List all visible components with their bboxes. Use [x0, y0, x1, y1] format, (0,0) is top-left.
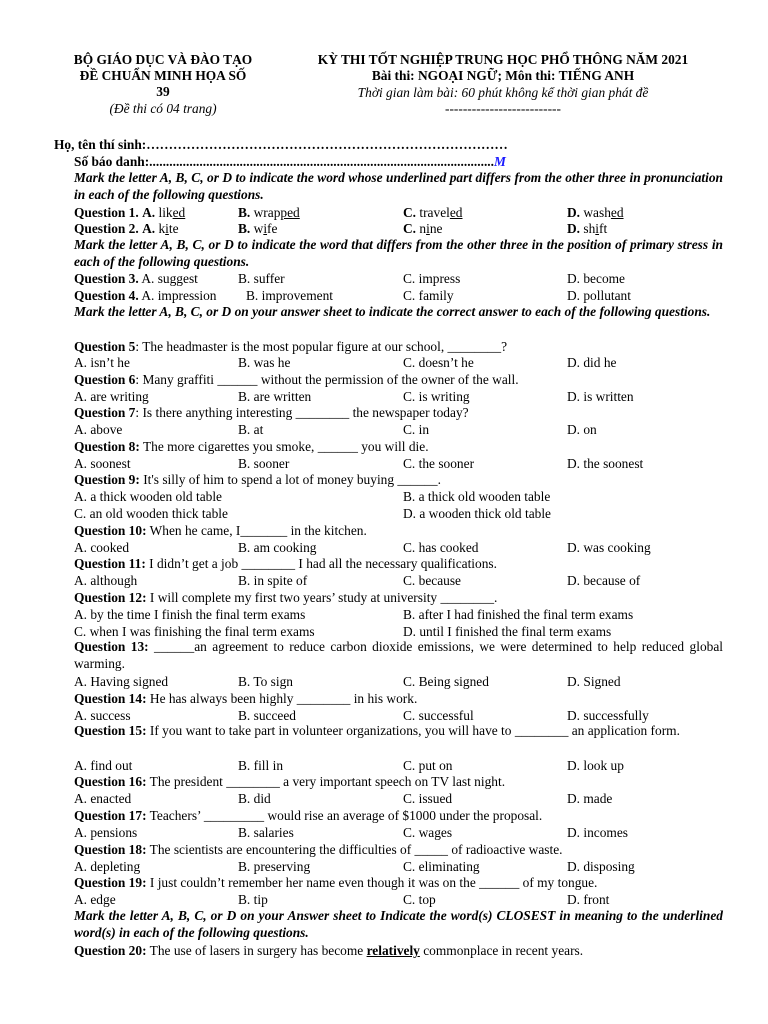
word-part: w	[253, 221, 264, 236]
question-text: The scientists are encountering the difficulties of _____ of radioactive waste.	[146, 842, 563, 857]
question-5-stem	[74, 338, 724, 355]
question-16-stem	[74, 773, 724, 790]
option-d: D. the soonest	[567, 456, 644, 471]
option-d: D. look up	[567, 758, 624, 773]
question-text: : Is there anything interesting ________ the newspaper today?	[135, 405, 469, 420]
option-d: D. did he	[567, 355, 617, 370]
option-c: C. wages	[403, 825, 453, 840]
option-c: C. successful	[403, 708, 474, 723]
mark-letter: M	[493, 154, 506, 169]
option-a: A. by the time I finish the final term exams	[74, 607, 306, 622]
question-6-stem	[74, 371, 724, 388]
header-divider: --------------------------	[445, 101, 561, 116]
question-text: He has always been highly ________ in his work.	[146, 691, 418, 706]
question-label: Question 14:	[74, 691, 147, 706]
question-1	[74, 204, 724, 221]
question-19-stem	[74, 874, 724, 891]
question-7-options	[74, 421, 724, 438]
instruction-closest: Mark the letter A, B, C, or D on your Answer sheet to Indicate the word(s) CLOSEST in meaning to the underlined word(s) in each of the following questions.	[74, 908, 723, 940]
option-b	[238, 204, 300, 221]
option-d: D. successfully	[567, 708, 649, 723]
exam-time: Thời gian làm bài: 60 phút không kể thời gian phát đề	[357, 85, 649, 100]
option-d: D. Signed	[567, 674, 621, 689]
exam-subject: Bài thi: NGOẠI NGỮ; Môn thi: TIẾNG ANH	[371, 68, 635, 83]
option-b: B. was he	[238, 355, 291, 370]
question-text: ______an agreement to reduce carbon dioxide emissions, we were determined to help reduced global warming.	[74, 639, 723, 671]
option-c: C. an old wooden thick table	[74, 506, 228, 521]
option-c: C. is writing	[403, 389, 470, 404]
option-d: D. on	[567, 422, 597, 437]
question-20-stem	[74, 942, 724, 959]
question-15-options	[74, 757, 724, 774]
option-a	[74, 287, 216, 304]
underlined-part: ed	[610, 205, 624, 220]
question-label: Question 3.	[74, 271, 139, 286]
question-11-stem	[74, 555, 724, 572]
question-label: Question 18:	[74, 842, 147, 857]
option-b: B. salaries	[238, 825, 294, 840]
option-d: D. is written	[567, 389, 634, 404]
question-label: Question 5	[74, 339, 136, 354]
question-13-stem	[74, 639, 723, 673]
word-part: wash	[583, 205, 611, 220]
option-c: C. issued	[403, 791, 453, 806]
question-label: Question 12:	[74, 590, 147, 605]
word-part: sh	[583, 221, 596, 236]
question-label: Question 19:	[74, 875, 147, 890]
option-c	[403, 204, 463, 221]
option-a: A. although	[74, 573, 138, 588]
option-a: A. above	[74, 422, 123, 437]
option-b: B. succeed	[238, 708, 297, 723]
question-11-options	[74, 572, 724, 589]
word-part: ft	[599, 221, 608, 236]
option-d: D. front	[567, 892, 610, 907]
option-d: D. pollutant	[567, 288, 631, 303]
option-b: B. did	[238, 791, 271, 806]
question-17-stem	[74, 807, 724, 824]
option-letter: B.	[238, 221, 254, 236]
word-part: k	[158, 221, 166, 236]
option-b: B. tip	[238, 892, 268, 907]
option-d	[567, 204, 624, 221]
word-part: fe	[267, 221, 278, 236]
option-letter: C.	[403, 221, 420, 236]
option-b: B. improvement	[246, 288, 334, 303]
option-c: C. the sooner	[403, 456, 475, 471]
question-10-options	[74, 539, 724, 556]
underlined-part: i	[595, 221, 600, 236]
question-label: Question 17:	[74, 808, 147, 823]
option-d: D. until I finished the final term exams	[403, 624, 612, 639]
question-18-options	[74, 858, 724, 875]
option-c: C. eliminating	[403, 859, 480, 874]
question-12-stem	[74, 589, 724, 606]
option-letter: D.	[567, 205, 584, 220]
option-c: C. when I was finishing the final term exams	[74, 624, 315, 639]
question-label: Question 16:	[74, 774, 147, 789]
word-part: wrap	[253, 205, 281, 220]
ministry-name: BỘ GIÁO DỤC VÀ ĐÀO TẠO	[73, 52, 253, 67]
option-c: C. impress	[403, 271, 461, 286]
option-a: A. depleting	[74, 859, 141, 874]
underlined-part: ped	[280, 205, 300, 220]
option-b: B. at	[238, 422, 264, 437]
question-13-options	[74, 673, 724, 690]
option-b: B. To sign	[238, 674, 293, 689]
question-8-options	[74, 455, 724, 472]
question-14-options	[74, 707, 724, 724]
question-label: Question 2.	[74, 221, 139, 236]
candidate-number-label: Số báo danh:.......................................................................................................	[74, 154, 494, 169]
word-part: lik	[158, 205, 173, 220]
option-a: A. are writing	[74, 389, 149, 404]
option-c: C. in	[403, 422, 430, 437]
question-label: Question 1.	[74, 205, 139, 220]
option-d: D. disposing	[567, 859, 635, 874]
question-19-options	[74, 891, 724, 908]
question-text: If you want to take part in volunteer organizations, you will have to ________ an application form.	[146, 723, 680, 738]
option-letter: B.	[238, 205, 254, 220]
instruction-pronunciation: Mark the letter A, B, C, or D to indicate the word whose underlined part differs from the other three in pronunciation in each of the following questions.	[74, 170, 723, 202]
option-c: C. family	[403, 288, 454, 303]
word-part: te	[168, 221, 179, 236]
question-text: I didn’t get a job ________ I had all the necessary qualifications.	[145, 556, 497, 571]
option-d: D. incomes	[567, 825, 628, 840]
question-label: Question 11:	[74, 556, 146, 571]
question-text: It's silly of him to spend a lot of money buying ______.	[139, 472, 441, 487]
question-text: I will complete my first two years’ study at university ________.	[146, 590, 498, 605]
question-text: The president ________ a very important speech on TV last night.	[146, 774, 506, 789]
option-c: C. put on	[403, 758, 453, 773]
underlined-part: i	[263, 221, 268, 236]
word-part: n	[419, 221, 427, 236]
candidate-number-field	[74, 153, 724, 170]
exam-code-line: ĐỀ CHUẨN MINH HỌA SỐ	[79, 68, 247, 83]
question-16-options	[74, 790, 724, 807]
option-a: A. enacted	[74, 791, 132, 806]
option-a: A. edge	[74, 892, 116, 907]
question-9-stem	[74, 471, 724, 488]
option-d: D. was cooking	[567, 540, 651, 555]
question-12-options-ab	[74, 606, 724, 623]
instruction-stress: Mark the letter A, B, C, or D to indicate the word that differs from the other three in the position of primary stress in each of the following questions.	[74, 237, 723, 269]
question-8-stem	[74, 438, 724, 455]
option-letter: C.	[403, 205, 420, 220]
question-label: Question 8:	[74, 439, 140, 454]
question-text: : The headmaster is the most popular figure at our school, ________?	[135, 339, 508, 354]
question-label: Question 10:	[74, 523, 147, 538]
option-c: C. because	[403, 573, 462, 588]
option-a	[74, 270, 198, 287]
question-label: Question 9:	[74, 472, 140, 487]
option-d: D. because of	[567, 573, 641, 588]
question-text: When he came, I_______ in the kitchen.	[146, 523, 367, 538]
option-c: C. doesn’t he	[403, 355, 474, 370]
option-b: B. sooner	[238, 456, 290, 471]
option-d: D. made	[567, 791, 613, 806]
option-a: A. success	[74, 708, 131, 723]
underlined-part: ed	[449, 205, 463, 220]
word-part: ne	[429, 221, 443, 236]
question-17-options	[74, 824, 724, 841]
question-12-options-cd	[74, 623, 724, 640]
option-b: B. fill in	[238, 758, 284, 773]
question-text: The use of lasers in surgery has become	[146, 943, 367, 958]
word-part: travel	[419, 205, 450, 220]
question-label: Question 6	[74, 372, 136, 387]
question-label: Question 7	[74, 405, 136, 420]
question-text: commonplace in recent years.	[419, 943, 584, 958]
question-text: : Many graffiti ______ without the permission of the owner of the wall.	[135, 372, 519, 387]
exam-header	[0, 52, 768, 122]
question-15-stem	[74, 723, 723, 740]
option-b: B. am cooking	[238, 540, 317, 555]
exam-title: KỲ THI TỐT NGHIỆP TRUNG HỌC PHỔ THÔNG NĂM 2021	[317, 52, 689, 67]
option-b: B. in spite of	[238, 573, 308, 588]
underlined-keyword: relatively	[366, 943, 420, 958]
option-c: C. Being signed	[403, 674, 489, 689]
question-3	[74, 270, 724, 287]
question-7-stem	[74, 404, 724, 421]
option-a: A. a thick wooden old table	[74, 489, 223, 504]
question-label: Question 15:	[74, 723, 147, 738]
option-a	[74, 220, 179, 237]
question-label: Question 13:	[74, 639, 149, 654]
option-text: A. impression	[141, 288, 217, 303]
underlined-part: ed	[172, 205, 186, 220]
option-letter: A.	[142, 205, 159, 220]
underlined-part: i	[426, 221, 430, 236]
option-d: D. a wooden thick old table	[403, 506, 552, 521]
option-c	[403, 220, 442, 237]
option-a: A. Having signed	[74, 674, 169, 689]
option-a: A. cooked	[74, 540, 130, 555]
instruction-answer: Mark the letter A, B, C, or D on your answer sheet to indicate the correct answer to each of the following questions.	[74, 304, 711, 319]
question-5-options	[74, 354, 724, 371]
option-b: B. a thick old wooden table	[403, 489, 551, 504]
candidate-name-field: Họ, tên thí sinh:………………………………………………………………………	[54, 137, 508, 152]
question-9-options-cd	[74, 505, 724, 522]
question-2	[74, 220, 724, 237]
question-text: I just couldn’t remember her name even though it was on the ______ of my tongue.	[146, 875, 598, 890]
option-letter: D.	[567, 221, 584, 236]
option-c: C. has cooked	[403, 540, 479, 555]
question-6-options	[74, 388, 724, 405]
option-a: A. pensions	[74, 825, 138, 840]
option-a: A. find out	[74, 758, 133, 773]
pages-note: (Đề thi có 04 trang)	[109, 101, 217, 116]
question-label: Question 4.	[74, 288, 139, 303]
option-b: B. preserving	[238, 859, 311, 874]
option-a	[74, 204, 185, 221]
question-18-stem	[74, 841, 724, 858]
question-14-stem	[74, 690, 724, 707]
question-text: Teachers’ _________ would rise an average of $1000 under the proposal.	[146, 808, 543, 823]
option-b: B. are written	[238, 389, 312, 404]
question-4	[74, 287, 724, 304]
option-d: D. become	[567, 271, 626, 286]
question-10-stem	[74, 522, 724, 539]
option-b: B. after I had finished the final term exams	[403, 607, 634, 622]
exam-number: 39	[156, 84, 170, 99]
option-text: A. suggest	[141, 271, 198, 286]
question-text: The more cigarettes you smoke, ______ you will die.	[139, 439, 429, 454]
question-9-options-ab	[74, 488, 724, 505]
question-label: Question 20:	[74, 943, 147, 958]
option-letter: A.	[142, 221, 159, 236]
option-b	[238, 220, 277, 237]
underlined-part: i	[165, 221, 169, 236]
option-a: A. soonest	[74, 456, 131, 471]
option-a: A. isn’t he	[74, 355, 130, 370]
option-b: B. suffer	[238, 271, 285, 286]
option-c: C. top	[403, 892, 436, 907]
option-d	[567, 220, 607, 237]
